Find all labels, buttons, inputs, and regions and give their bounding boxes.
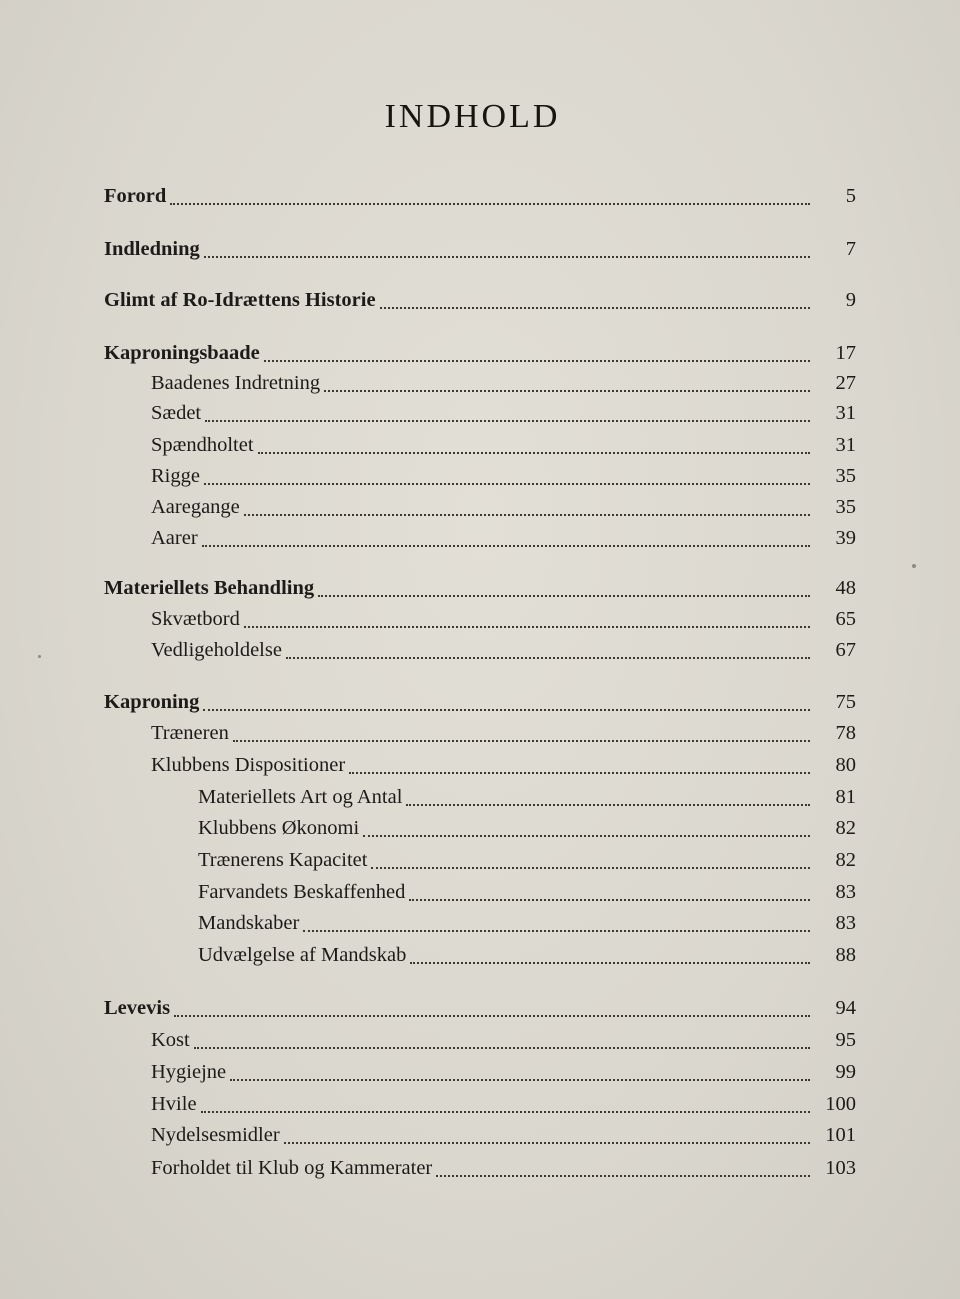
toc-entry-label: Skvætbord <box>151 608 240 630</box>
toc-entry-page-number: 9 <box>845 289 856 311</box>
toc-entry-page-number: 75 <box>835 691 856 713</box>
toc-entry-label: Spændholtet <box>151 434 254 456</box>
dot-leader <box>174 1015 810 1017</box>
toc-entry <box>198 942 856 968</box>
toc-entry-label: Sædet <box>151 402 202 424</box>
toc-entry <box>198 910 856 936</box>
toc-entry-page-number: 35 <box>835 465 856 487</box>
dot-leader <box>371 867 810 869</box>
toc-entry <box>104 236 856 262</box>
toc-entry <box>104 340 856 366</box>
dot-leader <box>284 1142 810 1144</box>
toc-entry-page-number: 27 <box>835 372 856 394</box>
dot-leader <box>204 256 810 258</box>
toc-entry-label: Aaregange <box>151 496 240 518</box>
toc-entry-label: Rigge <box>151 465 200 487</box>
dot-leader <box>244 626 810 628</box>
dot-leader <box>194 1047 810 1049</box>
toc-entry <box>151 1059 856 1085</box>
toc-entry-label: Nydelsesmidler <box>151 1124 280 1146</box>
toc-entry <box>151 637 856 663</box>
toc-entry <box>104 689 856 715</box>
toc-entry-label: Materiellets Behandling <box>104 577 315 599</box>
toc-entry-label: Vedligeholdelse <box>151 639 282 661</box>
dot-leader <box>318 595 810 597</box>
dot-leader <box>230 1079 810 1081</box>
toc-entry-page-number: 31 <box>835 402 856 424</box>
toc-entry-label: Udvælgelse af Mandskab <box>198 944 407 966</box>
dot-leader <box>303 930 810 932</box>
toc-entry-page-number: 7 <box>845 238 856 260</box>
toc-entry-page-number: 101 <box>825 1124 856 1146</box>
dot-leader <box>363 835 810 837</box>
toc-entry-page-number: 48 <box>835 577 856 599</box>
dot-leader <box>202 545 810 547</box>
toc-entry <box>151 1027 856 1053</box>
toc-entry-label: Materiellets Art og Antal <box>198 786 403 808</box>
dot-leader <box>406 804 810 806</box>
dot-leader <box>244 514 810 516</box>
toc-entry-page-number: 82 <box>835 849 856 871</box>
dot-leader <box>204 483 810 485</box>
toc-entry <box>198 784 856 810</box>
toc-entry <box>151 525 856 551</box>
toc-entry <box>151 370 856 396</box>
toc-entry <box>151 606 856 632</box>
toc-entry-label: Hygiejne <box>151 1061 227 1083</box>
toc-entry-label: Kaproningsbaade <box>104 342 260 364</box>
toc-entry <box>198 815 856 841</box>
toc-entry <box>151 432 856 458</box>
toc-entry <box>151 1091 856 1117</box>
toc-entry-page-number: 17 <box>835 342 856 364</box>
toc-entry-label: Aarer <box>151 527 198 549</box>
toc-entry-label: Klubbens Økonomi <box>198 817 360 839</box>
toc-entry-page-number: 83 <box>835 912 856 934</box>
toc-entry-page-number: 94 <box>835 997 856 1019</box>
toc-entry <box>198 879 856 905</box>
toc-entry-page-number: 95 <box>835 1029 856 1051</box>
dot-leader <box>380 307 810 309</box>
toc-entry-page-number: 83 <box>835 881 856 903</box>
toc-entry <box>151 1155 856 1181</box>
toc-entry <box>104 287 856 313</box>
dot-leader <box>205 420 810 422</box>
page-title: INDHOLD <box>384 98 561 135</box>
dot-leader <box>201 1111 810 1113</box>
toc-entry-page-number: 100 <box>825 1093 856 1115</box>
toc-entry-label: Forord <box>104 185 167 207</box>
toc-entry <box>104 183 856 209</box>
toc-entry-label: Træneren <box>151 722 229 744</box>
toc-entry-label: Kaproning <box>104 691 200 713</box>
paper-speck <box>912 564 916 568</box>
dot-leader <box>170 203 810 205</box>
toc-entry-label: Indledning <box>104 238 200 260</box>
toc-entry-label: Baadenes Indretning <box>151 372 321 394</box>
dot-leader <box>410 962 810 964</box>
toc-entry <box>151 752 856 778</box>
dot-leader <box>203 709 810 711</box>
toc-entry-page-number: 103 <box>825 1157 856 1179</box>
toc-entry <box>151 1122 856 1148</box>
dot-leader <box>233 740 810 742</box>
toc-entry-label: Kost <box>151 1029 190 1051</box>
toc-entry-page-number: 99 <box>835 1061 856 1083</box>
dot-leader <box>324 390 810 392</box>
toc-entry-label: Glimt af Ro-Idrættens Historie <box>104 289 376 311</box>
toc-entry <box>151 494 856 520</box>
toc-entry <box>104 575 856 601</box>
toc-entry <box>198 847 856 873</box>
toc-entry-page-number: 81 <box>835 786 856 808</box>
toc-entry-label: Klubbens Dispositioner <box>151 754 346 776</box>
dot-leader <box>258 452 810 454</box>
toc-entry-label: Farvandets Beskaffenhed <box>198 881 406 903</box>
toc-entry-page-number: 82 <box>835 817 856 839</box>
toc-entry-label: Mandskaber <box>198 912 300 934</box>
dot-leader <box>349 772 810 774</box>
toc-entry <box>151 463 856 489</box>
toc-entry-page-number: 78 <box>835 722 856 744</box>
toc-entry-page-number: 5 <box>845 185 856 207</box>
toc-entry-label: Hvile <box>151 1093 197 1115</box>
toc-entry-page-number: 31 <box>835 434 856 456</box>
toc-entry-page-number: 67 <box>835 639 856 661</box>
toc-entry <box>104 995 856 1021</box>
toc-entry-label: Forholdet til Klub og Kammerater <box>151 1157 433 1179</box>
toc-entry <box>151 720 856 746</box>
toc-entry-page-number: 65 <box>835 608 856 630</box>
toc-entry-page-number: 35 <box>835 496 856 518</box>
dot-leader <box>286 657 810 659</box>
toc-entry-label: Trænerens Kapacitet <box>198 849 368 871</box>
toc-entry-page-number: 88 <box>835 944 856 966</box>
toc-entry <box>151 400 856 426</box>
dot-leader <box>264 360 810 362</box>
dot-leader <box>409 899 810 901</box>
toc-entry-label: Levevis <box>104 997 171 1019</box>
toc-entry-page-number: 80 <box>835 754 856 776</box>
toc-entry-page-number: 39 <box>835 527 856 549</box>
dot-leader <box>436 1175 810 1177</box>
paper-speck <box>38 655 41 658</box>
